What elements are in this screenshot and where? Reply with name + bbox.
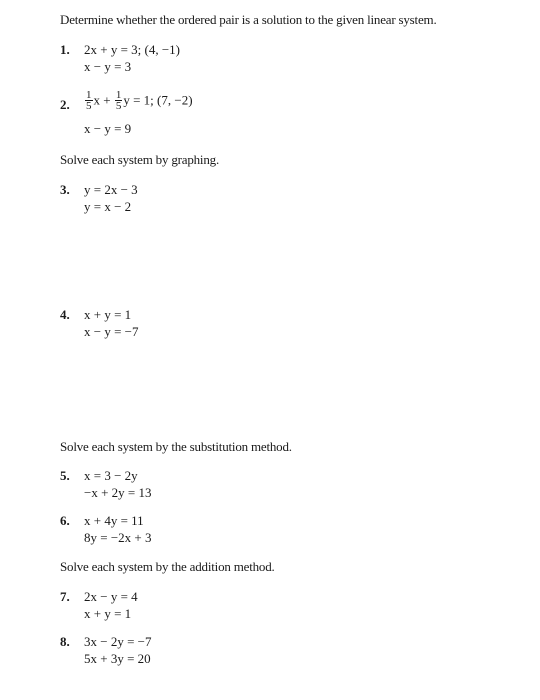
equation-line: x + y = 1 xyxy=(84,307,132,322)
section-instruction: Solve each system by graphing. xyxy=(60,152,219,167)
equation-line: y = x − 2 xyxy=(84,199,132,214)
section-instruction: Solve each system by the substitution method. xyxy=(60,439,292,454)
equation-line: 8y = −2x + 3 xyxy=(84,530,152,545)
fraction-numerator: 1 xyxy=(86,89,92,101)
section-instruction: Solve each system by the addition method. xyxy=(60,559,275,574)
problem-number: 3. xyxy=(60,182,70,197)
equation-line: x + 4y = 11 xyxy=(84,513,144,528)
equation-line: x − y = 3 xyxy=(84,59,132,74)
equation-line-fractions xyxy=(84,90,193,111)
section-instruction: Determine whether the ordered pair is a solution to the given linear system. xyxy=(60,12,437,27)
equation-text: y = 1; (7, −2) xyxy=(123,92,193,108)
equation-line: x + y = 1 xyxy=(84,606,132,621)
fraction xyxy=(115,90,123,111)
equation-line: y = 2x − 3 xyxy=(84,182,138,197)
equation-line: 3x − 2y = −7 xyxy=(84,634,152,649)
equation-line: 2x + y = 3; (4, −1) xyxy=(84,42,181,57)
fraction-denominator: 5 xyxy=(115,100,122,112)
equation-line: −x + 2y = 13 xyxy=(84,485,152,500)
problem-number: 5. xyxy=(60,468,70,483)
equation-line: 2x − y = 4 xyxy=(84,589,138,604)
problem-number: 4. xyxy=(60,307,70,322)
equation-line: x − y = 9 xyxy=(84,121,132,136)
problem-number: 1. xyxy=(60,42,70,57)
equation-line: 5x + 3y = 20 xyxy=(84,651,151,666)
problem-number: 6. xyxy=(60,513,70,528)
fraction-denominator: 5 xyxy=(86,100,92,112)
problem-number: 7. xyxy=(60,589,70,604)
equation-text: x + xyxy=(93,92,111,108)
equation-line: x = 3 − 2y xyxy=(84,468,138,483)
problem-number: 2. xyxy=(60,97,70,112)
problem-number: 8. xyxy=(60,634,70,649)
fraction-numerator: 1 xyxy=(115,89,122,101)
fraction xyxy=(85,90,93,111)
equation-line: x − y = −7 xyxy=(84,324,139,339)
